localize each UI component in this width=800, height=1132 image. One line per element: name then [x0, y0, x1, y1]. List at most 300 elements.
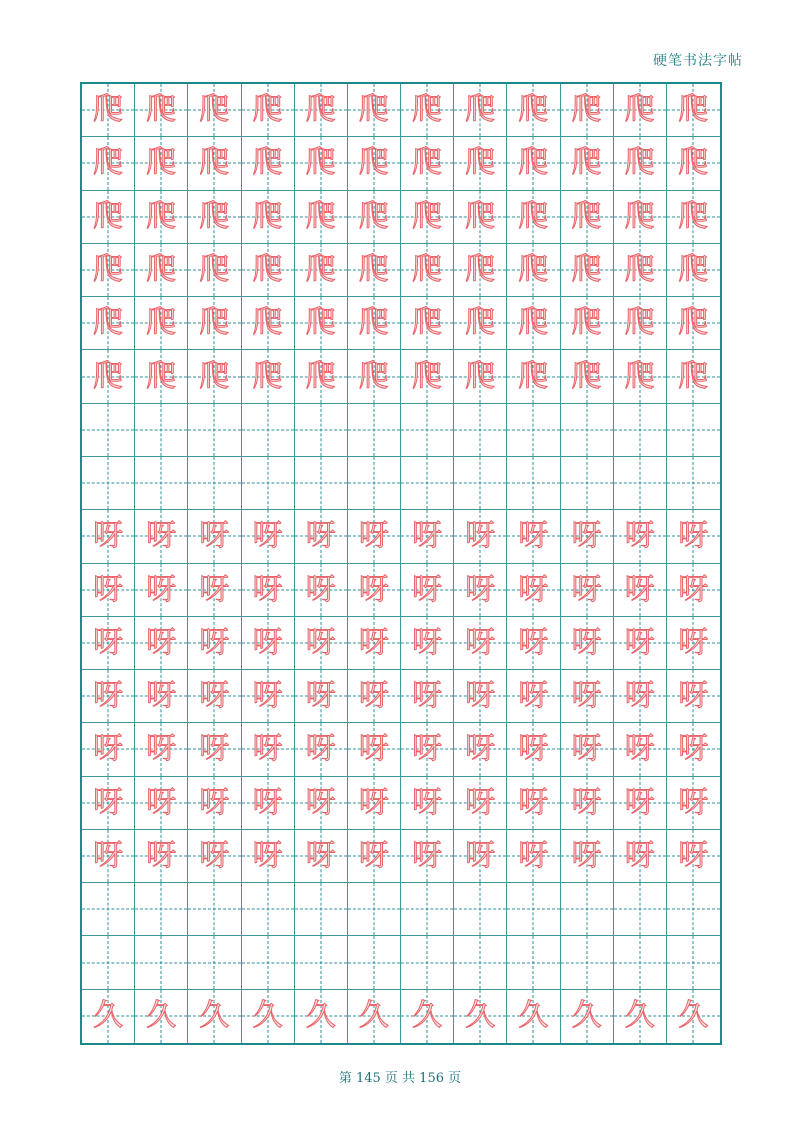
practice-cell	[82, 191, 135, 244]
empty-practice-cell	[507, 457, 560, 510]
practice-character: 呀	[518, 624, 549, 660]
practice-character: 呀	[412, 731, 443, 767]
practice-cell	[507, 830, 560, 883]
practice-character: 呀	[146, 731, 177, 767]
empty-practice-cell	[401, 883, 454, 936]
practice-character: 呀	[624, 838, 655, 874]
practice-cell	[614, 137, 667, 190]
practice-cell	[348, 990, 401, 1043]
practice-character: 爬	[358, 251, 389, 287]
practice-cell	[348, 244, 401, 297]
empty-practice-cell	[295, 404, 348, 457]
practice-cell	[507, 137, 560, 190]
practice-cell	[348, 723, 401, 776]
practice-character: 爬	[624, 145, 655, 181]
practice-cell	[667, 191, 720, 244]
practice-character: 爬	[252, 145, 283, 181]
practice-character: 爬	[252, 251, 283, 287]
practice-cell	[188, 670, 241, 723]
practice-character: 爬	[678, 92, 709, 128]
practice-character: 呀	[305, 731, 336, 767]
practice-character: 爬	[571, 92, 602, 128]
practice-cell	[295, 137, 348, 190]
practice-character: 爬	[305, 305, 336, 341]
practice-cell	[242, 350, 295, 403]
practice-character: 呀	[412, 518, 443, 554]
practice-character: 呀	[358, 571, 389, 607]
practice-cell	[188, 564, 241, 617]
practice-cell	[614, 84, 667, 137]
practice-cell	[348, 297, 401, 350]
practice-character: 呀	[305, 678, 336, 714]
practice-character: 爬	[199, 305, 230, 341]
practice-character: 呀	[93, 731, 124, 767]
empty-practice-cell	[614, 883, 667, 936]
practice-character: 呀	[93, 784, 124, 820]
practice-cell	[614, 191, 667, 244]
practice-character: 久	[146, 998, 177, 1034]
practice-cell	[454, 990, 507, 1043]
empty-practice-cell	[82, 404, 135, 457]
practice-cell	[454, 670, 507, 723]
practice-character: 呀	[358, 784, 389, 820]
practice-cell	[614, 830, 667, 883]
practice-cell	[614, 990, 667, 1043]
practice-cell	[507, 777, 560, 830]
practice-character: 爬	[412, 198, 443, 234]
practice-cell	[348, 137, 401, 190]
practice-character: 呀	[624, 784, 655, 820]
empty-practice-cell	[242, 936, 295, 989]
empty-practice-cell	[295, 883, 348, 936]
practice-character: 呀	[678, 624, 709, 660]
practice-character: 久	[518, 998, 549, 1034]
practice-character: 呀	[465, 784, 496, 820]
practice-character: 呀	[412, 571, 443, 607]
practice-cell	[295, 84, 348, 137]
practice-character: 呀	[412, 838, 443, 874]
practice-character: 呀	[465, 571, 496, 607]
practice-character: 久	[199, 998, 230, 1034]
practice-cell	[188, 350, 241, 403]
practice-character: 爬	[305, 198, 336, 234]
practice-character: 呀	[252, 678, 283, 714]
practice-character: 呀	[678, 571, 709, 607]
practice-cell	[454, 350, 507, 403]
empty-practice-cell	[561, 457, 614, 510]
practice-character: 爬	[624, 358, 655, 394]
practice-cell	[242, 84, 295, 137]
practice-cell	[82, 564, 135, 617]
practice-cell	[667, 830, 720, 883]
practice-cell	[295, 510, 348, 563]
empty-practice-cell	[561, 936, 614, 989]
practice-cell	[135, 510, 188, 563]
practice-cell	[401, 350, 454, 403]
practice-cell	[401, 830, 454, 883]
practice-cell	[667, 777, 720, 830]
practice-cell	[348, 350, 401, 403]
empty-practice-cell	[401, 404, 454, 457]
practice-cell	[82, 510, 135, 563]
practice-character: 爬	[305, 145, 336, 181]
practice-cell	[614, 723, 667, 776]
empty-practice-cell	[295, 457, 348, 510]
empty-practice-cell	[135, 404, 188, 457]
practice-character: 爬	[252, 305, 283, 341]
practice-character: 爬	[518, 92, 549, 128]
empty-practice-cell	[82, 457, 135, 510]
practice-cell	[82, 350, 135, 403]
practice-cell	[242, 510, 295, 563]
practice-cell	[295, 990, 348, 1043]
practice-cell	[135, 297, 188, 350]
practice-character: 爬	[571, 305, 602, 341]
practice-character: 爬	[412, 305, 443, 341]
practice-cell	[401, 990, 454, 1043]
practice-cell	[188, 244, 241, 297]
practice-cell	[561, 297, 614, 350]
practice-character: 呀	[305, 838, 336, 874]
practice-character: 呀	[624, 678, 655, 714]
practice-character: 呀	[518, 518, 549, 554]
practice-cell	[135, 244, 188, 297]
practice-cell	[295, 297, 348, 350]
practice-cell	[614, 244, 667, 297]
practice-character: 爬	[93, 145, 124, 181]
practice-character: 久	[93, 998, 124, 1034]
practice-cell	[242, 723, 295, 776]
practice-cell	[82, 137, 135, 190]
practice-character: 呀	[518, 571, 549, 607]
practice-character: 呀	[199, 784, 230, 820]
practice-character: 呀	[412, 624, 443, 660]
practice-cell	[667, 990, 720, 1043]
practice-cell	[188, 297, 241, 350]
practice-character: 爬	[199, 251, 230, 287]
practice-cell	[561, 191, 614, 244]
practice-character: 呀	[358, 624, 389, 660]
practice-cell	[614, 297, 667, 350]
practice-character: 爬	[678, 145, 709, 181]
practice-character: 爬	[146, 92, 177, 128]
practice-character: 呀	[358, 518, 389, 554]
practice-character: 呀	[93, 624, 124, 660]
practice-character: 爬	[146, 198, 177, 234]
practice-cell	[401, 191, 454, 244]
practice-character: 爬	[358, 358, 389, 394]
practice-character: 爬	[678, 198, 709, 234]
practice-character: 爬	[465, 305, 496, 341]
practice-cell	[614, 564, 667, 617]
practice-character: 呀	[465, 678, 496, 714]
practice-character: 呀	[624, 731, 655, 767]
practice-character: 爬	[571, 145, 602, 181]
practice-character: 爬	[146, 145, 177, 181]
empty-practice-cell	[667, 457, 720, 510]
practice-character: 呀	[146, 571, 177, 607]
practice-cell	[295, 244, 348, 297]
practice-cell	[188, 510, 241, 563]
practice-character: 爬	[624, 305, 655, 341]
practice-cell	[135, 670, 188, 723]
practice-character: 久	[358, 998, 389, 1034]
practice-cell	[401, 510, 454, 563]
practice-character: 呀	[93, 678, 124, 714]
practice-cell	[348, 617, 401, 670]
practice-cell	[507, 350, 560, 403]
empty-practice-cell	[454, 936, 507, 989]
empty-practice-cell	[82, 936, 135, 989]
practice-character: 爬	[518, 358, 549, 394]
practice-cell	[295, 350, 348, 403]
empty-practice-cell	[667, 936, 720, 989]
practice-character: 呀	[465, 731, 496, 767]
practice-cell	[348, 191, 401, 244]
practice-cell	[82, 617, 135, 670]
practice-character: 呀	[571, 518, 602, 554]
practice-character: 呀	[252, 571, 283, 607]
practice-cell	[401, 137, 454, 190]
practice-cell	[348, 830, 401, 883]
practice-character: 爬	[571, 198, 602, 234]
practice-character: 呀	[518, 784, 549, 820]
practice-cell	[82, 723, 135, 776]
practice-cell	[188, 830, 241, 883]
practice-cell	[401, 777, 454, 830]
practice-cell	[454, 84, 507, 137]
practice-character: 呀	[465, 518, 496, 554]
practice-character: 爬	[518, 145, 549, 181]
practice-character: 久	[252, 998, 283, 1034]
practice-cell	[135, 137, 188, 190]
practice-character: 爬	[678, 305, 709, 341]
practice-character: 呀	[465, 624, 496, 660]
practice-character: 爬	[465, 92, 496, 128]
practice-cell	[242, 137, 295, 190]
practice-cell	[401, 297, 454, 350]
practice-cell	[295, 617, 348, 670]
empty-practice-cell	[667, 404, 720, 457]
practice-cell	[82, 244, 135, 297]
empty-practice-cell	[295, 936, 348, 989]
practice-character: 久	[571, 998, 602, 1034]
practice-cell	[348, 670, 401, 723]
practice-cell	[561, 723, 614, 776]
practice-character: 爬	[358, 92, 389, 128]
practice-cell	[295, 777, 348, 830]
practice-cell	[667, 510, 720, 563]
empty-practice-cell	[348, 457, 401, 510]
practice-cell	[561, 510, 614, 563]
practice-character: 爬	[146, 251, 177, 287]
practice-cell	[348, 84, 401, 137]
empty-practice-cell	[614, 936, 667, 989]
practice-cell	[242, 670, 295, 723]
practice-character: 呀	[93, 571, 124, 607]
practice-cell	[401, 617, 454, 670]
practice-character: 呀	[412, 678, 443, 714]
practice-cell	[507, 564, 560, 617]
practice-character: 呀	[465, 838, 496, 874]
practice-cell	[561, 350, 614, 403]
practice-character: 呀	[199, 838, 230, 874]
practice-cell	[82, 777, 135, 830]
practice-cell	[135, 617, 188, 670]
empty-practice-cell	[507, 404, 560, 457]
practice-character: 久	[624, 998, 655, 1034]
practice-character: 爬	[252, 198, 283, 234]
practice-cell	[242, 297, 295, 350]
practice-character: 呀	[678, 731, 709, 767]
practice-cell	[507, 191, 560, 244]
practice-cell	[454, 137, 507, 190]
practice-character: 呀	[518, 678, 549, 714]
practice-cell	[188, 84, 241, 137]
practice-character: 爬	[252, 358, 283, 394]
practice-cell	[507, 297, 560, 350]
practice-cell	[295, 830, 348, 883]
practice-cell	[507, 670, 560, 723]
practice-cell	[667, 564, 720, 617]
practice-character: 爬	[146, 358, 177, 394]
practice-cell	[454, 830, 507, 883]
practice-cell	[401, 244, 454, 297]
practice-character: 久	[465, 998, 496, 1034]
practice-character: 爬	[412, 251, 443, 287]
practice-character: 呀	[678, 784, 709, 820]
practice-cell	[454, 297, 507, 350]
practice-character: 爬	[571, 358, 602, 394]
practice-cell	[242, 830, 295, 883]
practice-character: 爬	[93, 251, 124, 287]
practice-character: 爬	[465, 145, 496, 181]
practice-character: 爬	[93, 358, 124, 394]
empty-practice-cell	[348, 883, 401, 936]
practice-cell	[614, 617, 667, 670]
practice-character: 呀	[305, 571, 336, 607]
practice-character: 呀	[146, 678, 177, 714]
practice-cell	[82, 830, 135, 883]
practice-character: 呀	[146, 624, 177, 660]
empty-practice-cell	[135, 457, 188, 510]
practice-character: 爬	[518, 251, 549, 287]
practice-character: 爬	[93, 305, 124, 341]
practice-cell	[135, 723, 188, 776]
practice-cell	[401, 564, 454, 617]
practice-cell	[667, 350, 720, 403]
page-number: 第 145 页 共 156 页	[338, 1071, 462, 1086]
practice-character: 呀	[518, 731, 549, 767]
practice-character: 爬	[93, 92, 124, 128]
practice-cell	[561, 84, 614, 137]
empty-practice-cell	[348, 936, 401, 989]
empty-practice-cell	[188, 404, 241, 457]
practice-character: 呀	[358, 838, 389, 874]
practice-cell	[454, 723, 507, 776]
practice-character: 呀	[571, 678, 602, 714]
empty-practice-cell	[561, 883, 614, 936]
practice-character: 爬	[305, 92, 336, 128]
practice-character: 呀	[358, 678, 389, 714]
practice-cell	[135, 777, 188, 830]
practice-cell	[561, 137, 614, 190]
practice-character: 爬	[624, 92, 655, 128]
practice-cell	[507, 617, 560, 670]
practice-character: 呀	[358, 731, 389, 767]
empty-practice-cell	[454, 404, 507, 457]
practice-character: 呀	[571, 624, 602, 660]
practice-cell	[561, 617, 614, 670]
practice-cell	[242, 564, 295, 617]
practice-cell	[454, 564, 507, 617]
practice-cell	[295, 670, 348, 723]
practice-cell	[401, 84, 454, 137]
practice-cell	[667, 670, 720, 723]
practice-cell	[454, 244, 507, 297]
practice-cell	[401, 723, 454, 776]
practice-character: 呀	[146, 518, 177, 554]
practice-cell	[242, 244, 295, 297]
practice-character: 呀	[199, 518, 230, 554]
empty-practice-cell	[507, 883, 560, 936]
empty-practice-cell	[135, 936, 188, 989]
practice-character: 呀	[93, 838, 124, 874]
practice-cell	[135, 990, 188, 1043]
practice-cell	[188, 191, 241, 244]
practice-cell	[242, 990, 295, 1043]
practice-cell	[135, 830, 188, 883]
practice-cell	[348, 777, 401, 830]
practice-character: 呀	[571, 784, 602, 820]
practice-character: 久	[678, 998, 709, 1034]
practice-character: 呀	[252, 784, 283, 820]
practice-cell	[561, 777, 614, 830]
practice-character: 爬	[358, 198, 389, 234]
practice-character: 呀	[305, 784, 336, 820]
practice-cell	[561, 830, 614, 883]
practice-cell	[188, 617, 241, 670]
practice-character: 爬	[678, 251, 709, 287]
practice-cell	[82, 990, 135, 1043]
practice-cell	[667, 137, 720, 190]
practice-character: 爬	[358, 305, 389, 341]
practice-cell	[348, 564, 401, 617]
document-title: 硬笔书法字帖	[653, 53, 743, 69]
practice-cell	[614, 670, 667, 723]
practice-character: 爬	[305, 358, 336, 394]
practice-character: 呀	[624, 624, 655, 660]
practice-cell	[188, 777, 241, 830]
practice-character: 呀	[199, 624, 230, 660]
practice-cell	[561, 244, 614, 297]
practice-cell	[82, 670, 135, 723]
practice-cell	[135, 191, 188, 244]
practice-character: 呀	[571, 838, 602, 874]
practice-character: 呀	[146, 838, 177, 874]
practice-cell	[614, 350, 667, 403]
practice-cell	[667, 297, 720, 350]
practice-cell	[242, 777, 295, 830]
practice-character: 爬	[571, 251, 602, 287]
practice-cell	[507, 723, 560, 776]
practice-cell	[507, 510, 560, 563]
practice-cell	[82, 84, 135, 137]
practice-character: 呀	[571, 571, 602, 607]
practice-cell	[295, 723, 348, 776]
empty-practice-cell	[507, 936, 560, 989]
empty-practice-cell	[561, 404, 614, 457]
